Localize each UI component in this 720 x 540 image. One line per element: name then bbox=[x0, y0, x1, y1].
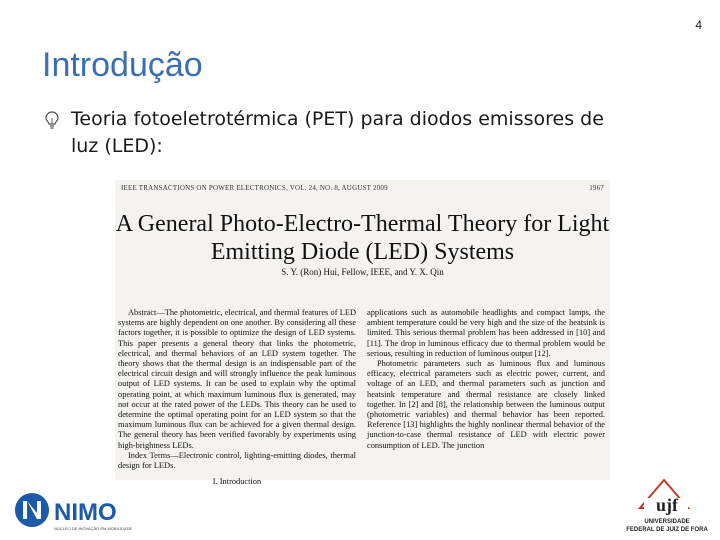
paper-page-number: 1967 bbox=[589, 184, 604, 192]
nimo-logo bbox=[14, 490, 154, 534]
nimo-logo-text: NIMO bbox=[54, 499, 117, 526]
paper-index-terms: Index Terms—Electronic control, lighting-emitting diodes, thermal design for LEDs. bbox=[118, 450, 356, 471]
nimo-mark-icon bbox=[14, 490, 154, 534]
paper-authors: S. Y. (Ron) Hui, Fellow, IEEE, and Y. X. Qin bbox=[281, 267, 444, 277]
nimo-logo-subtext: NÚCLEO DE INOVAÇÃO EM MOBILIDADE bbox=[54, 526, 133, 531]
page-number: 4 bbox=[695, 18, 702, 32]
paper-header bbox=[121, 184, 604, 192]
paper-left-column bbox=[118, 308, 356, 487]
ufjf-mark-icon bbox=[618, 478, 716, 518]
paper-title: A General Photo-Electro-Thermal Theory for Light Emitting Diode (LED) Systems bbox=[115, 211, 610, 265]
paper-right-column bbox=[367, 308, 605, 451]
paper-excerpt-image bbox=[115, 180, 610, 487]
ufjf-line-2: FEDERAL DE JUIZ DE FORA bbox=[626, 527, 708, 533]
paper-journal-line: IEEE TRANSACTIONS ON POWER ELECTRONICS, VOL. 24, NO. 8, AUGUST 2009 bbox=[121, 184, 388, 192]
ufjf-line-1: UNIVERSIDADE bbox=[644, 519, 690, 525]
slide-title: Introdução bbox=[42, 46, 203, 84]
lightbulb-icon bbox=[42, 110, 62, 130]
bullet-text: Teoria fotoeletrotérmica (PET) para diodos emissores de luz (LED): bbox=[71, 108, 604, 157]
paper-right-paragraph-2: Photometric parameters such as luminous flux and luminous efficacy, electrical parameters such as electric power, current, and voltage of an LED, and thermal parameters such as junction and heatsink temperature and thermal resistance are closely linked together. In [2] and [8], the relationship between the luminous output (photometric variables) and thermal behavior has been reported. Reference [13] highlights the highly nonlinear thermal behavior of the junction-to-case thermal resistance of LED with electric power consumption of LED. The junction bbox=[367, 359, 605, 450]
paper-right-paragraph-1: applications such as automobile headlights and compact lamps, the ambient temperature could be very high and the size of the heatsink is limited. This serious thermal problem has been addressed in [10] and [11]. The drop in luminous efficacy due to thermal problem would be serious, resulting in reduction of luminous output [12]. bbox=[367, 308, 605, 358]
paper-section-heading: I. Introduction bbox=[212, 477, 262, 487]
ufjf-logo bbox=[618, 478, 716, 538]
ufjf-logo-letters: ujf bbox=[656, 495, 678, 515]
paper-abstract: Abstract—The photometric, electrical, and thermal features of LED systems are highly dependent on one another. By considering all these factors together, it is possible to optimize the design of LED systems. This paper presents a general theory that links the photometric, electrical, and thermal behaviors of an LED system together. The theory shows that the thermal design is an indispensable part of the electrical circuit design and will strongly influence the peak luminous output of LED systems. It can be used to explain why the optimal operating point, at which maximum luminous flux is generated, may not occur at the rated power of the LEDs. This theory can be used to determine the optimal operating point for an LED system so that the maximum luminous flux can be achieved for a given thermal design. The general theory has been verified favorably by experiments using high-brightness LEDs. bbox=[118, 308, 356, 450]
